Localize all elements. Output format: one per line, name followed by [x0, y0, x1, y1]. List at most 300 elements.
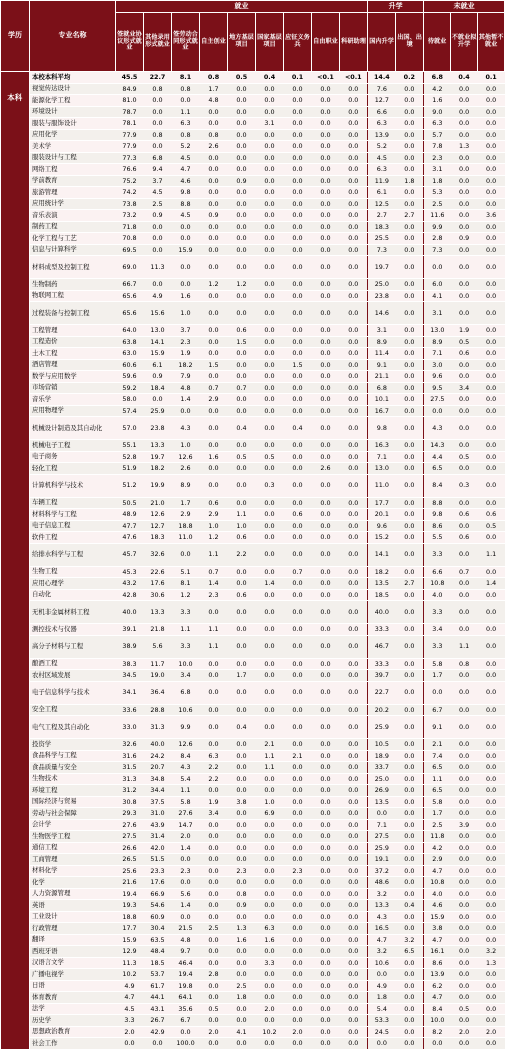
value-cell: 3.2	[478, 946, 505, 958]
major-name: 过程装备与控制工程	[30, 302, 116, 325]
value-cell: 0.0	[228, 256, 256, 279]
value-cell: 48.6	[368, 877, 396, 889]
value-cell: 16.5	[368, 923, 396, 935]
value-cell: 0.0	[256, 658, 284, 670]
value-cell: 0.0	[451, 198, 478, 210]
value-cell: 10.8	[424, 877, 451, 889]
value-cell: 0.5	[200, 1003, 228, 1015]
value-cell: 5.3	[424, 187, 451, 199]
value-cell: 13.0	[368, 463, 396, 475]
value-cell: 9.8	[172, 187, 200, 199]
value-cell: 0.0	[256, 106, 284, 118]
table-row	[1, 497, 505, 509]
major-name: 化学工程与工艺	[30, 233, 116, 245]
table-row	[1, 819, 505, 831]
value-cell: 0.0	[340, 601, 368, 624]
value-cell: 0.0	[228, 474, 256, 497]
value-cell: 0.6	[200, 497, 228, 509]
value-cell: 0.0	[396, 141, 424, 153]
value-cell: 15.9	[172, 244, 200, 256]
value-cell: 0.0	[256, 716, 284, 739]
value-cell: 15.6	[144, 302, 172, 325]
value-cell: 0.0	[144, 95, 172, 107]
value-cell: 6.5	[424, 762, 451, 774]
value-cell: 0.0	[340, 302, 368, 325]
value-cell: 0.8	[144, 129, 172, 141]
value-cell: 0.0	[340, 773, 368, 785]
value-cell: 1.4	[172, 842, 200, 854]
value-cell: 0.0	[228, 302, 256, 325]
major-name: 电子信息科学与技术	[30, 681, 116, 704]
value-cell: 0.0	[396, 601, 424, 624]
value-cell: 9.7	[172, 946, 200, 958]
value-cell: 3.3	[172, 635, 200, 658]
major-name: 学前教育	[30, 175, 116, 187]
value-cell: 3.7	[172, 325, 200, 337]
value-cell: 2.0	[172, 831, 200, 843]
value-cell: 0.0	[340, 348, 368, 360]
value-cell: 22.7	[144, 72, 172, 84]
header-column: 自主创业	[200, 13, 228, 72]
value-cell: 34.4	[144, 785, 172, 797]
value-cell: 0.0	[451, 497, 478, 509]
value-cell: 0.0	[478, 566, 505, 578]
header-group-employed: 就业	[116, 1, 368, 13]
value-cell: 26.6	[116, 842, 144, 854]
value-cell: 0.0	[284, 842, 312, 854]
value-cell: 3.4	[172, 670, 200, 682]
value-cell: 18.2	[172, 359, 200, 371]
value-cell: 0.0	[284, 210, 312, 222]
value-cell: 4.3	[172, 762, 200, 774]
value-cell: 0.0	[451, 704, 478, 716]
value-cell: 7.9	[172, 371, 200, 383]
value-cell: 0.0	[340, 141, 368, 153]
value-cell: 0.8	[172, 129, 200, 141]
value-cell: 17.6	[144, 877, 172, 889]
value-cell: 63.8	[116, 336, 144, 348]
value-cell: 78.7	[116, 106, 144, 118]
value-cell: 0.0	[340, 911, 368, 923]
value-cell: 0.0	[284, 819, 312, 831]
value-cell: 6.3	[368, 118, 396, 130]
value-cell: 0.0	[340, 681, 368, 704]
value-cell: 0.0	[144, 394, 172, 406]
value-cell: 6.8	[172, 681, 200, 704]
value-cell: 2.6	[172, 463, 200, 475]
value-cell: 45.7	[116, 543, 144, 566]
value-cell: 0.0	[256, 670, 284, 682]
table-row	[1, 877, 505, 889]
value-cell: 4.2	[424, 842, 451, 854]
value-cell: 0.0	[284, 164, 312, 176]
value-cell: 0.7	[200, 382, 228, 394]
value-cell: 4.5	[368, 152, 396, 164]
value-cell: 2.9	[200, 509, 228, 521]
value-cell: 0.0	[284, 635, 312, 658]
value-cell: 66.9	[144, 888, 172, 900]
value-cell: 9.6	[424, 371, 451, 383]
value-cell: 0.0	[451, 543, 478, 566]
table-row	[1, 187, 505, 199]
value-cell: 0.0	[312, 957, 340, 969]
value-cell: 69.0	[116, 256, 144, 279]
value-cell: 0.0	[312, 854, 340, 866]
value-cell: 0.0	[396, 911, 424, 923]
value-cell: 0.0	[200, 256, 228, 279]
value-cell: 5.4	[368, 1003, 396, 1015]
value-cell: 0.0	[312, 348, 340, 360]
value-cell: 2.8	[200, 969, 228, 981]
value-cell: 1.6	[172, 290, 200, 302]
value-cell: 0.0	[340, 923, 368, 935]
value-cell: 0.0	[478, 1015, 505, 1027]
value-cell: 0.0	[256, 819, 284, 831]
value-cell: 0.0	[478, 129, 505, 141]
value-cell: 50.5	[116, 497, 144, 509]
major-name: 应用心理学	[30, 578, 116, 590]
major-name: 生物医学工程	[30, 831, 116, 843]
value-cell: 0.0	[451, 796, 478, 808]
value-cell: 0.0	[228, 348, 256, 360]
value-cell: 0.0	[200, 980, 228, 992]
table-row	[1, 106, 505, 118]
value-cell: 46.7	[368, 635, 396, 658]
value-cell: 2.3	[284, 865, 312, 877]
value-cell: 0.0	[284, 704, 312, 716]
value-cell: 43.2	[116, 578, 144, 590]
value-cell: 0.0	[228, 635, 256, 658]
value-cell: 0.0	[312, 831, 340, 843]
value-cell: 0.0	[312, 198, 340, 210]
value-cell: 0.8	[200, 72, 228, 84]
value-cell: 0.0	[340, 440, 368, 452]
value-cell: 13.3	[144, 601, 172, 624]
value-cell: 0.0	[451, 762, 478, 774]
value-cell: 0.0	[396, 417, 424, 440]
value-cell: 0.0	[396, 244, 424, 256]
value-cell: 0.0	[478, 1038, 505, 1050]
value-cell: 4.5	[172, 210, 200, 222]
value-cell: 1.4	[256, 578, 284, 590]
value-cell: 0.0	[340, 635, 368, 658]
value-cell: 32.6	[116, 739, 144, 751]
value-cell: 2.6	[312, 463, 340, 475]
value-cell: 33.7	[368, 762, 396, 774]
value-cell: 1.1	[424, 773, 451, 785]
value-cell: 0.0	[284, 658, 312, 670]
value-cell: 0.0	[396, 152, 424, 164]
value-cell: 42.8	[116, 589, 144, 601]
value-cell: 1.6	[200, 451, 228, 463]
value-cell: 0.0	[172, 543, 200, 566]
value-cell: 0.0	[256, 681, 284, 704]
value-cell: 0.0	[340, 198, 368, 210]
value-cell: 25.0	[368, 773, 396, 785]
value-cell: 0.0	[172, 405, 200, 417]
value-cell: 23.8	[368, 290, 396, 302]
value-cell: 0.0	[340, 152, 368, 164]
table-row	[1, 900, 505, 912]
value-cell: 8.4	[424, 1003, 451, 1015]
value-cell: 0.0	[478, 371, 505, 383]
value-cell: 3.3	[172, 601, 200, 624]
major-name: 人力资源管理	[30, 888, 116, 900]
value-cell: 0.0	[228, 739, 256, 751]
major-name: 音乐学	[30, 394, 116, 406]
value-cell: 4.7	[172, 164, 200, 176]
value-cell: 0.0	[144, 1038, 172, 1050]
major-name: 农村区域发展	[30, 670, 116, 682]
value-cell: 9.8	[424, 509, 451, 521]
value-cell: 0.0	[396, 831, 424, 843]
value-cell: 9.9	[172, 716, 200, 739]
value-cell: 0.0	[312, 221, 340, 233]
value-cell: 0.0	[478, 256, 505, 279]
value-cell: 21.6	[116, 877, 144, 889]
value-cell: 0.0	[256, 279, 284, 291]
value-cell: 18.3	[144, 532, 172, 544]
value-cell: 38.9	[116, 635, 144, 658]
table-row	[1, 658, 505, 670]
value-cell: 0.0	[478, 670, 505, 682]
value-cell: 0.7	[228, 382, 256, 394]
value-cell: 26.9	[368, 785, 396, 797]
value-cell: 0.0	[312, 371, 340, 383]
value-cell: 20.7	[144, 762, 172, 774]
value-cell: 0.2	[396, 72, 424, 84]
value-cell: 3.9	[451, 819, 478, 831]
value-cell: 0.0	[228, 187, 256, 199]
header-group-further-study: 升学	[368, 1, 424, 13]
value-cell: 0.0	[200, 670, 228, 682]
value-cell: 6.7	[424, 704, 451, 716]
major-name: 会计学	[30, 819, 116, 831]
value-cell: 45.5	[116, 72, 144, 84]
table-row	[1, 256, 505, 279]
value-cell: 0.0	[340, 233, 368, 245]
value-cell: 19.0	[144, 670, 172, 682]
value-cell: 6.6	[424, 566, 451, 578]
value-cell: 1.4	[172, 900, 200, 912]
major-name: 行政管理	[30, 923, 116, 935]
major-name: 能源化学工程	[30, 95, 116, 107]
value-cell: 46.4	[172, 957, 200, 969]
value-cell: 35.6	[172, 1003, 200, 1015]
value-cell: 0.0	[256, 773, 284, 785]
value-cell: 6.3	[368, 164, 396, 176]
value-cell: 0.0	[284, 923, 312, 935]
table-row	[1, 509, 505, 521]
value-cell: 0.3	[451, 474, 478, 497]
value-cell: 0.0	[284, 290, 312, 302]
value-cell: 0.0	[200, 704, 228, 716]
value-cell: 0.4	[228, 716, 256, 739]
value-cell: 0.0	[396, 762, 424, 774]
value-cell: 0.0	[312, 658, 340, 670]
value-cell: 0.0	[284, 888, 312, 900]
value-cell: 53.7	[144, 969, 172, 981]
major-name: 工商管理	[30, 854, 116, 866]
value-cell: 4.3	[424, 417, 451, 440]
value-cell: 0.0	[228, 566, 256, 578]
major-name: 应用化学	[30, 129, 116, 141]
value-cell: 0.6	[228, 532, 256, 544]
value-cell: 5.8	[172, 796, 200, 808]
value-cell: 0.0	[396, 980, 424, 992]
major-name: 材料化学	[30, 865, 116, 877]
value-cell: 0.0	[478, 796, 505, 808]
value-cell: 0.0	[256, 290, 284, 302]
value-cell: 0.0	[284, 877, 312, 889]
value-cell: 2.3	[172, 865, 200, 877]
value-cell: 17.7	[116, 923, 144, 935]
value-cell: 1.5	[284, 359, 312, 371]
value-cell: 0.0	[116, 1038, 144, 1050]
value-cell: 0.0	[200, 854, 228, 866]
value-cell: 0.0	[312, 566, 340, 578]
value-cell: 8.4	[172, 750, 200, 762]
value-cell: 0.0	[312, 451, 340, 463]
value-cell: 0.0	[396, 923, 424, 935]
value-cell: 0.0	[256, 233, 284, 245]
value-cell: 6.7	[172, 1015, 200, 1027]
value-cell: 0.0	[312, 233, 340, 245]
value-cell: 0.0	[172, 854, 200, 866]
value-cell: 0.0	[312, 1003, 340, 1015]
value-cell: 0.0	[451, 152, 478, 164]
value-cell: 11.7	[144, 658, 172, 670]
value-cell: 0.0	[340, 877, 368, 889]
value-cell: 0.0	[340, 244, 368, 256]
value-cell: 12.5	[368, 198, 396, 210]
value-cell: 0.0	[340, 624, 368, 636]
value-cell: 1.9	[172, 348, 200, 360]
value-cell: 0.0	[312, 106, 340, 118]
value-cell: 0.0	[256, 152, 284, 164]
value-cell: 0.0	[451, 739, 478, 751]
value-cell: 0.0	[340, 497, 368, 509]
header-degree: 学历	[1, 1, 30, 72]
value-cell: 0.0	[256, 980, 284, 992]
value-cell: 0.0	[256, 624, 284, 636]
value-cell: 0.0	[284, 1003, 312, 1015]
table-row	[1, 739, 505, 751]
value-cell: 0.0	[396, 1026, 424, 1038]
value-cell: 8.1	[172, 72, 200, 84]
value-cell: 55.1	[116, 440, 144, 452]
value-cell: 0.0	[312, 934, 340, 946]
value-cell: 59.6	[116, 371, 144, 383]
value-cell: 0.0	[312, 210, 340, 222]
value-cell: 1.2	[200, 532, 228, 544]
value-cell: 0.0	[396, 854, 424, 866]
value-cell: 0.5	[451, 451, 478, 463]
value-cell: 0.0	[284, 900, 312, 912]
value-cell: 71.8	[116, 221, 144, 233]
value-cell: 14.1	[368, 543, 396, 566]
value-cell: 60.6	[116, 359, 144, 371]
major-name: 电气工程及其自动化	[30, 716, 116, 739]
value-cell: 0.0	[340, 382, 368, 394]
value-cell: 4.7	[368, 934, 396, 946]
value-cell: 0.0	[228, 578, 256, 590]
value-cell: 58.0	[116, 394, 144, 406]
value-cell: 0.0	[256, 877, 284, 889]
value-cell: 0.0	[200, 911, 228, 923]
value-cell: 34.1	[116, 681, 144, 704]
value-cell: 0.0	[200, 934, 228, 946]
value-cell: 0.0	[284, 773, 312, 785]
value-cell: 0.0	[396, 969, 424, 981]
value-cell: 0.0	[312, 589, 340, 601]
table-row	[1, 566, 505, 578]
value-cell: 44.1	[144, 992, 172, 1004]
value-cell: 31.5	[116, 762, 144, 774]
value-cell: 9.5	[424, 382, 451, 394]
value-cell: 0.0	[312, 509, 340, 521]
value-cell: 39.1	[116, 624, 144, 636]
value-cell: 3.0	[424, 359, 451, 371]
value-cell: 18.5	[368, 589, 396, 601]
table-row	[1, 244, 505, 256]
value-cell: 0.5	[451, 336, 478, 348]
value-cell: 7.3	[424, 244, 451, 256]
value-cell: 0.0	[200, 739, 228, 751]
value-cell: 0.0	[478, 762, 505, 774]
value-cell: 0.0	[396, 532, 424, 544]
value-cell: 1.0	[200, 520, 228, 532]
value-cell: 6.9	[256, 808, 284, 820]
value-cell: 21.0	[144, 497, 172, 509]
value-cell: 0.0	[478, 635, 505, 658]
value-cell: 0.0	[200, 877, 228, 889]
value-cell: 18.8	[172, 520, 200, 532]
value-cell: 0.0	[340, 129, 368, 141]
table-row	[1, 520, 505, 532]
header-column: 其他录用形式就业	[144, 13, 172, 72]
value-cell: 6.3	[424, 118, 451, 130]
value-cell: 0.0	[396, 129, 424, 141]
value-cell: 0.0	[200, 221, 228, 233]
value-cell: 57.0	[116, 417, 144, 440]
value-cell: 9.1	[424, 716, 451, 739]
value-cell: 0.0	[478, 1003, 505, 1015]
value-cell: 0.0	[228, 957, 256, 969]
value-cell: 0.0	[284, 601, 312, 624]
value-cell: 13.5	[368, 578, 396, 590]
value-cell: 0.0	[451, 785, 478, 797]
table-row	[1, 842, 505, 854]
value-cell: 0.0	[478, 888, 505, 900]
value-cell: 0.0	[312, 635, 340, 658]
value-cell: 8.9	[172, 474, 200, 497]
value-cell: 0.0	[228, 95, 256, 107]
value-cell: 11.6	[424, 210, 451, 222]
table-row	[1, 969, 505, 981]
value-cell: <0.1	[340, 72, 368, 84]
major-name: 翻译	[30, 934, 116, 946]
value-cell: 0.0	[144, 279, 172, 291]
value-cell: 0.0	[228, 1038, 256, 1050]
value-cell: 9.0	[424, 106, 451, 118]
value-cell: 0.0	[478, 175, 505, 187]
value-cell: 0.1	[284, 72, 312, 84]
value-cell: 1.7	[228, 670, 256, 682]
value-cell: 0.0	[340, 532, 368, 544]
value-cell: 0.0	[368, 969, 396, 981]
value-cell: 0.5	[228, 451, 256, 463]
